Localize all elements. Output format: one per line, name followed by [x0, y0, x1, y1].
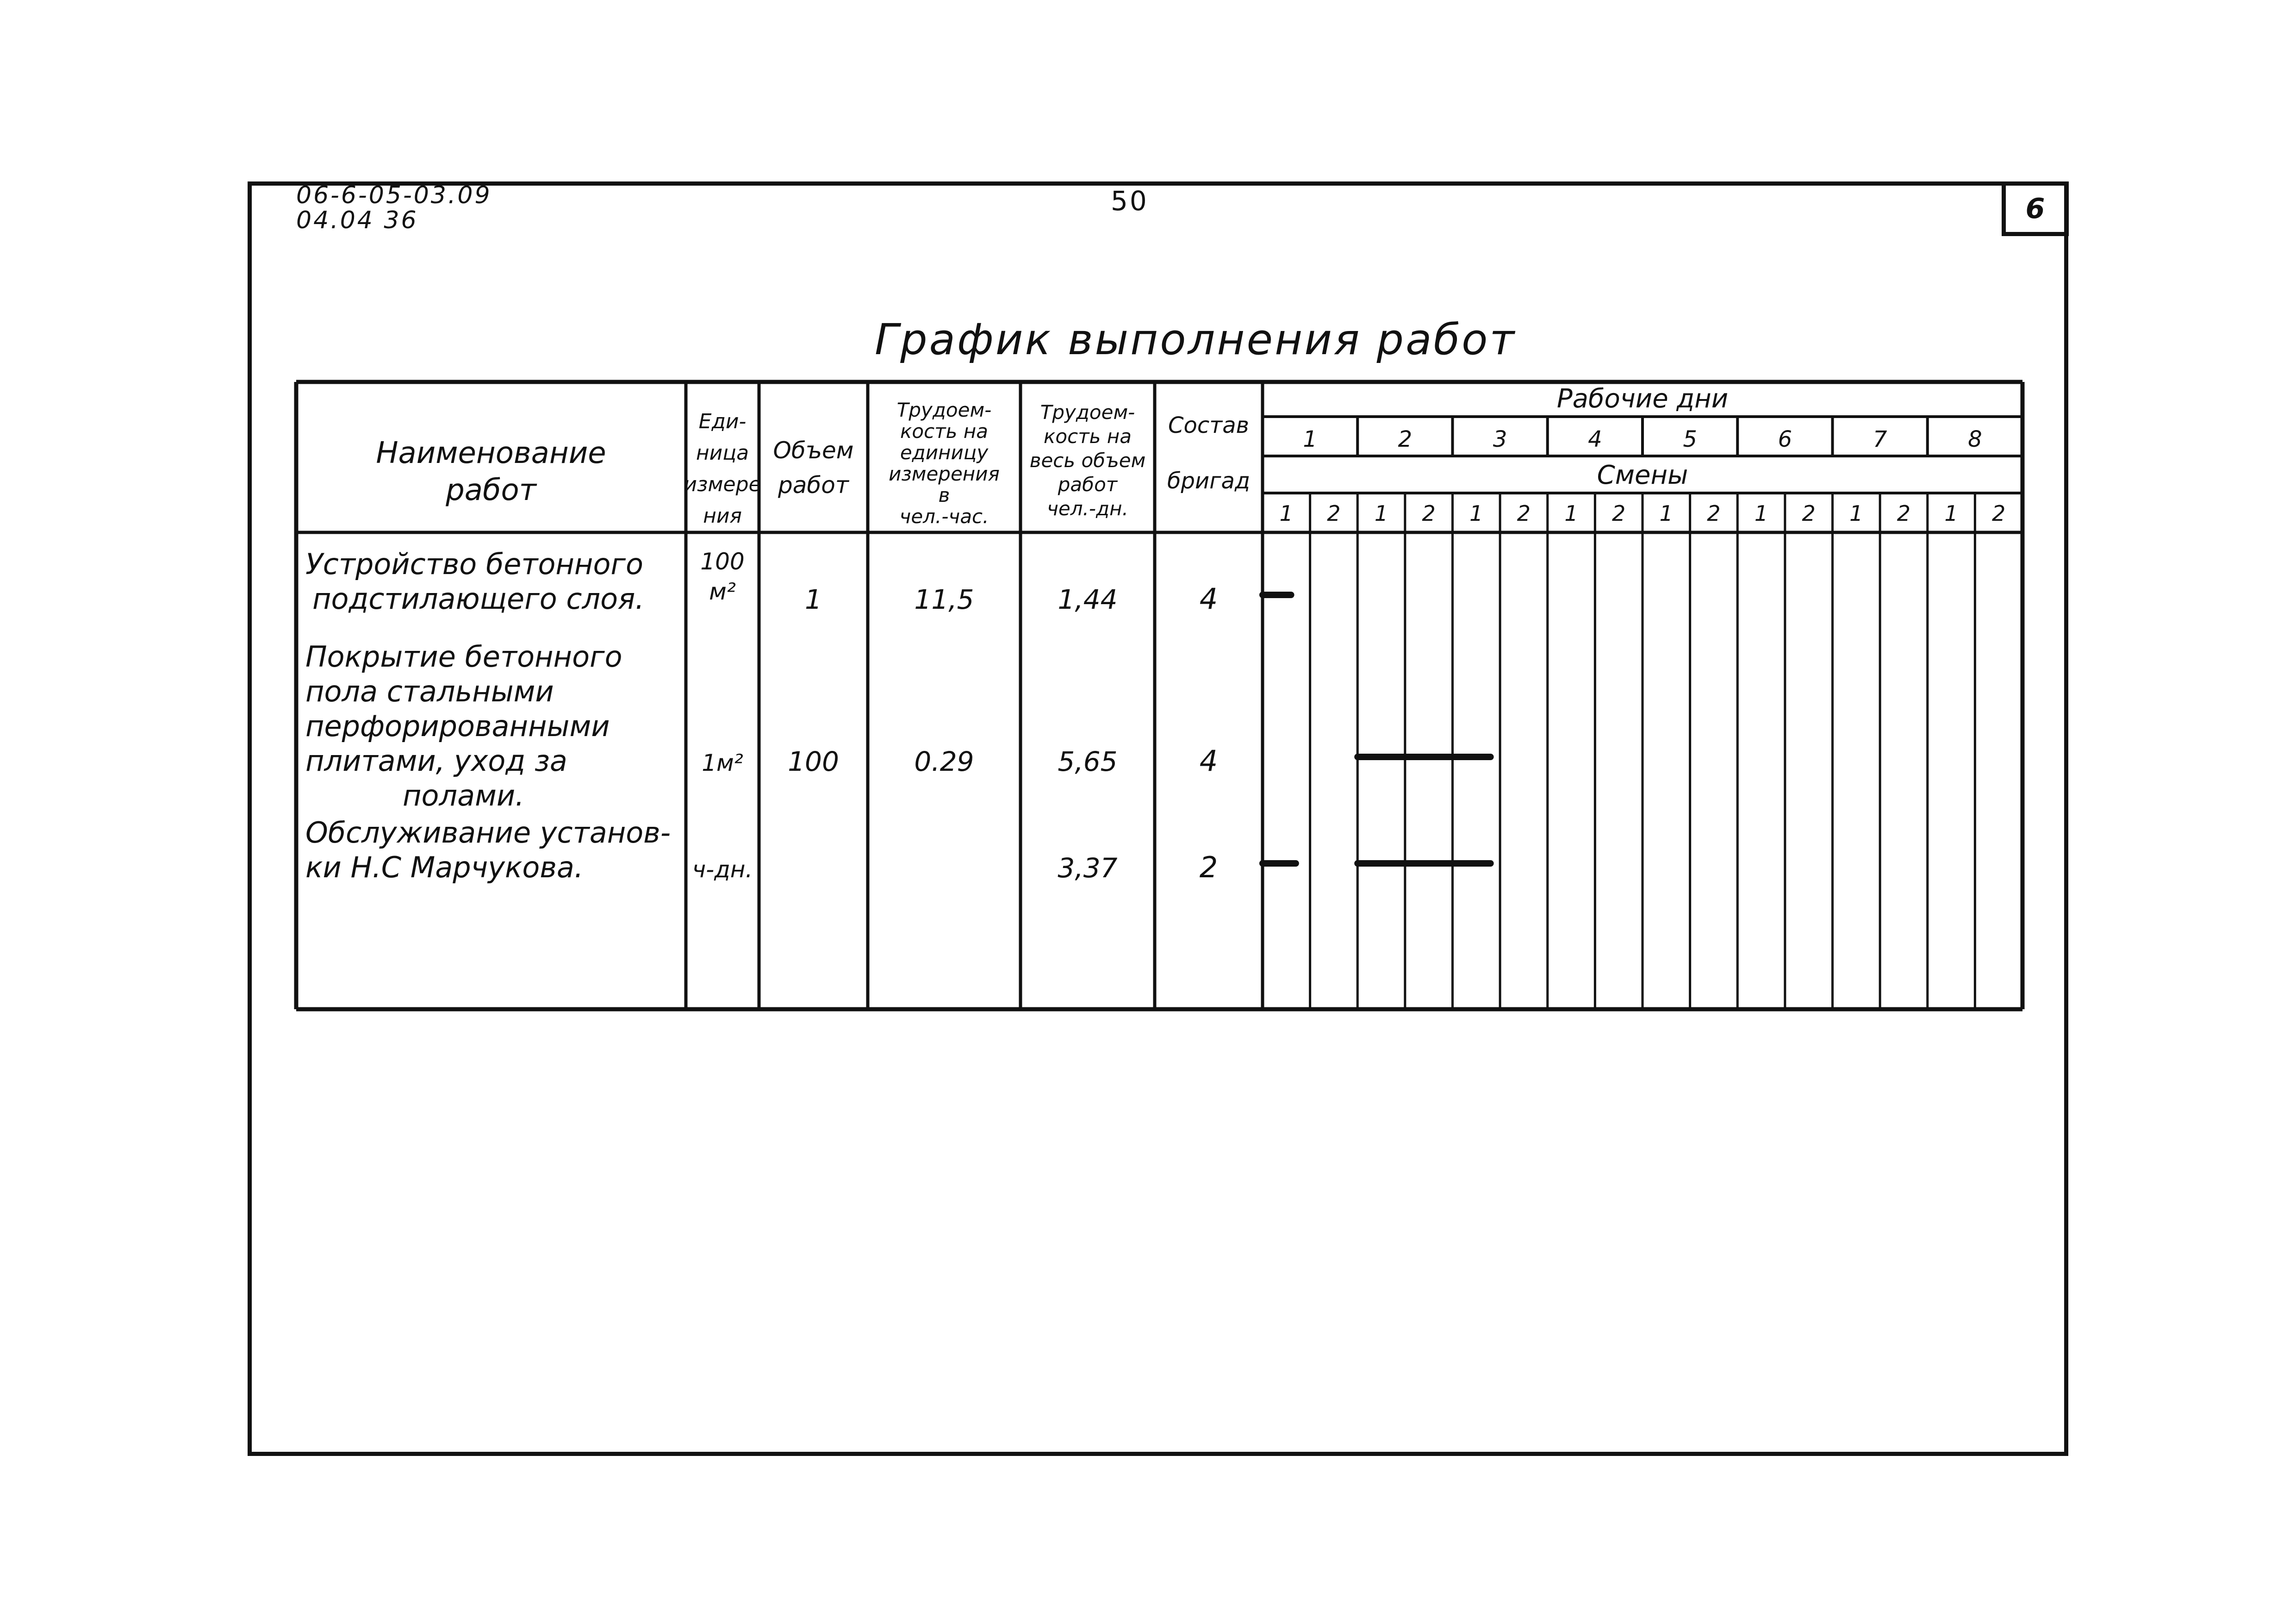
header-crew-line: бригад	[1167, 468, 1251, 494]
header-labor-unit-line: единицу	[900, 441, 989, 464]
header-unit-line: ница	[696, 441, 749, 465]
document-code-line2: 04.04 36	[296, 206, 418, 234]
row-name-line: пола стальными	[305, 675, 554, 708]
row-crew: 4	[1199, 582, 1218, 616]
shift-number: 2	[1422, 501, 1436, 526]
header-labor-total-line: кость на	[1044, 425, 1132, 448]
row-unit: 100	[700, 548, 745, 575]
row-unit: 1м²	[702, 750, 743, 776]
header-working-days: Рабочие дни	[1556, 384, 1729, 414]
row-name-line: Покрытие бетонного	[305, 640, 622, 674]
row-unit: м²	[709, 578, 736, 605]
row-labor-unit: 11,5	[914, 584, 974, 615]
row-name-line: ки Н.С Марчукова.	[305, 850, 584, 884]
header-labor-unit-line: измерения	[889, 462, 1000, 485]
header-unit-line: измере	[684, 473, 761, 496]
row-name-line: перфорированными	[305, 709, 610, 743]
header-labor-total-line: весь объем	[1029, 449, 1146, 472]
row-crew: 2	[1199, 850, 1218, 884]
shift-number: 1	[1374, 501, 1388, 526]
header-labor-total-line: Трудоем-	[1040, 401, 1135, 424]
day-number: 3	[1493, 426, 1507, 452]
page-number: 50	[1111, 185, 1149, 217]
header-labor-unit-line: кость на	[900, 420, 988, 443]
row-labor-total: 1,44	[1058, 584, 1118, 615]
shift-number: 1	[1944, 501, 1958, 526]
header-unit-line: ния	[703, 504, 742, 528]
shift-number: 2	[1612, 501, 1626, 526]
header-volume-line: Объем	[773, 437, 854, 464]
document-code-line1: 06-6-05-03.09	[296, 181, 492, 209]
row-labor-total: 5,65	[1058, 746, 1118, 777]
shift-number: 2	[1897, 501, 1911, 526]
header-unit-line: Еди-	[698, 410, 747, 433]
shift-number: 2	[1707, 501, 1721, 526]
shift-number: 1	[1469, 501, 1483, 526]
header-shifts: Смены	[1597, 460, 1688, 490]
row-name-line: Обслуживание установ-	[305, 816, 671, 849]
row-crew: 4	[1199, 744, 1218, 778]
day-number: 8	[1968, 426, 1982, 452]
row-labor-unit: 0.29	[914, 746, 974, 777]
shift-number: 1	[1279, 501, 1293, 526]
row-volume: 100	[788, 746, 839, 777]
shift-number: 1	[1564, 501, 1578, 526]
day-number: 1	[1303, 426, 1317, 452]
header-labor-total-line: чел.-дн.	[1047, 497, 1128, 520]
row-name-line: Устройство бетонного	[305, 547, 643, 581]
header-name-line: работ	[446, 473, 536, 507]
shift-number: 1	[1659, 501, 1673, 526]
sheet-mark: 6	[2025, 193, 2045, 225]
row-name-line: полами.	[403, 779, 524, 812]
shift-number: 2	[1517, 501, 1531, 526]
day-number: 7	[1873, 426, 1887, 452]
header-labor-unit-line: в	[938, 484, 950, 506]
day-number: 4	[1588, 426, 1602, 452]
header-labor-total-line: работ	[1058, 473, 1118, 496]
page-title: График выполнения работ	[875, 315, 1517, 364]
day-number: 2	[1398, 426, 1412, 452]
shift-number: 2	[1802, 501, 1816, 526]
row-unit: ч-дн.	[692, 856, 753, 883]
shift-number: 1	[1754, 501, 1768, 526]
header-volume-line: работ	[778, 472, 849, 499]
row-name-line: подстилающего слоя.	[312, 582, 645, 616]
row-volume: 1	[805, 584, 822, 615]
shift-number: 2	[1327, 501, 1341, 526]
day-number: 5	[1683, 426, 1697, 452]
header-labor-unit-line: чел.-час.	[899, 505, 989, 528]
row-labor-total: 3,37	[1058, 852, 1118, 884]
shift-number: 1	[1849, 501, 1863, 526]
shift-number: 2	[1992, 501, 2006, 526]
day-number: 6	[1778, 426, 1792, 452]
header-name-line: Наименование	[376, 436, 606, 470]
header-labor-unit-line: Трудоем-	[896, 399, 992, 421]
row-name-line: плитами, уход за	[305, 744, 567, 778]
header-crew-line: Состав	[1168, 412, 1249, 438]
